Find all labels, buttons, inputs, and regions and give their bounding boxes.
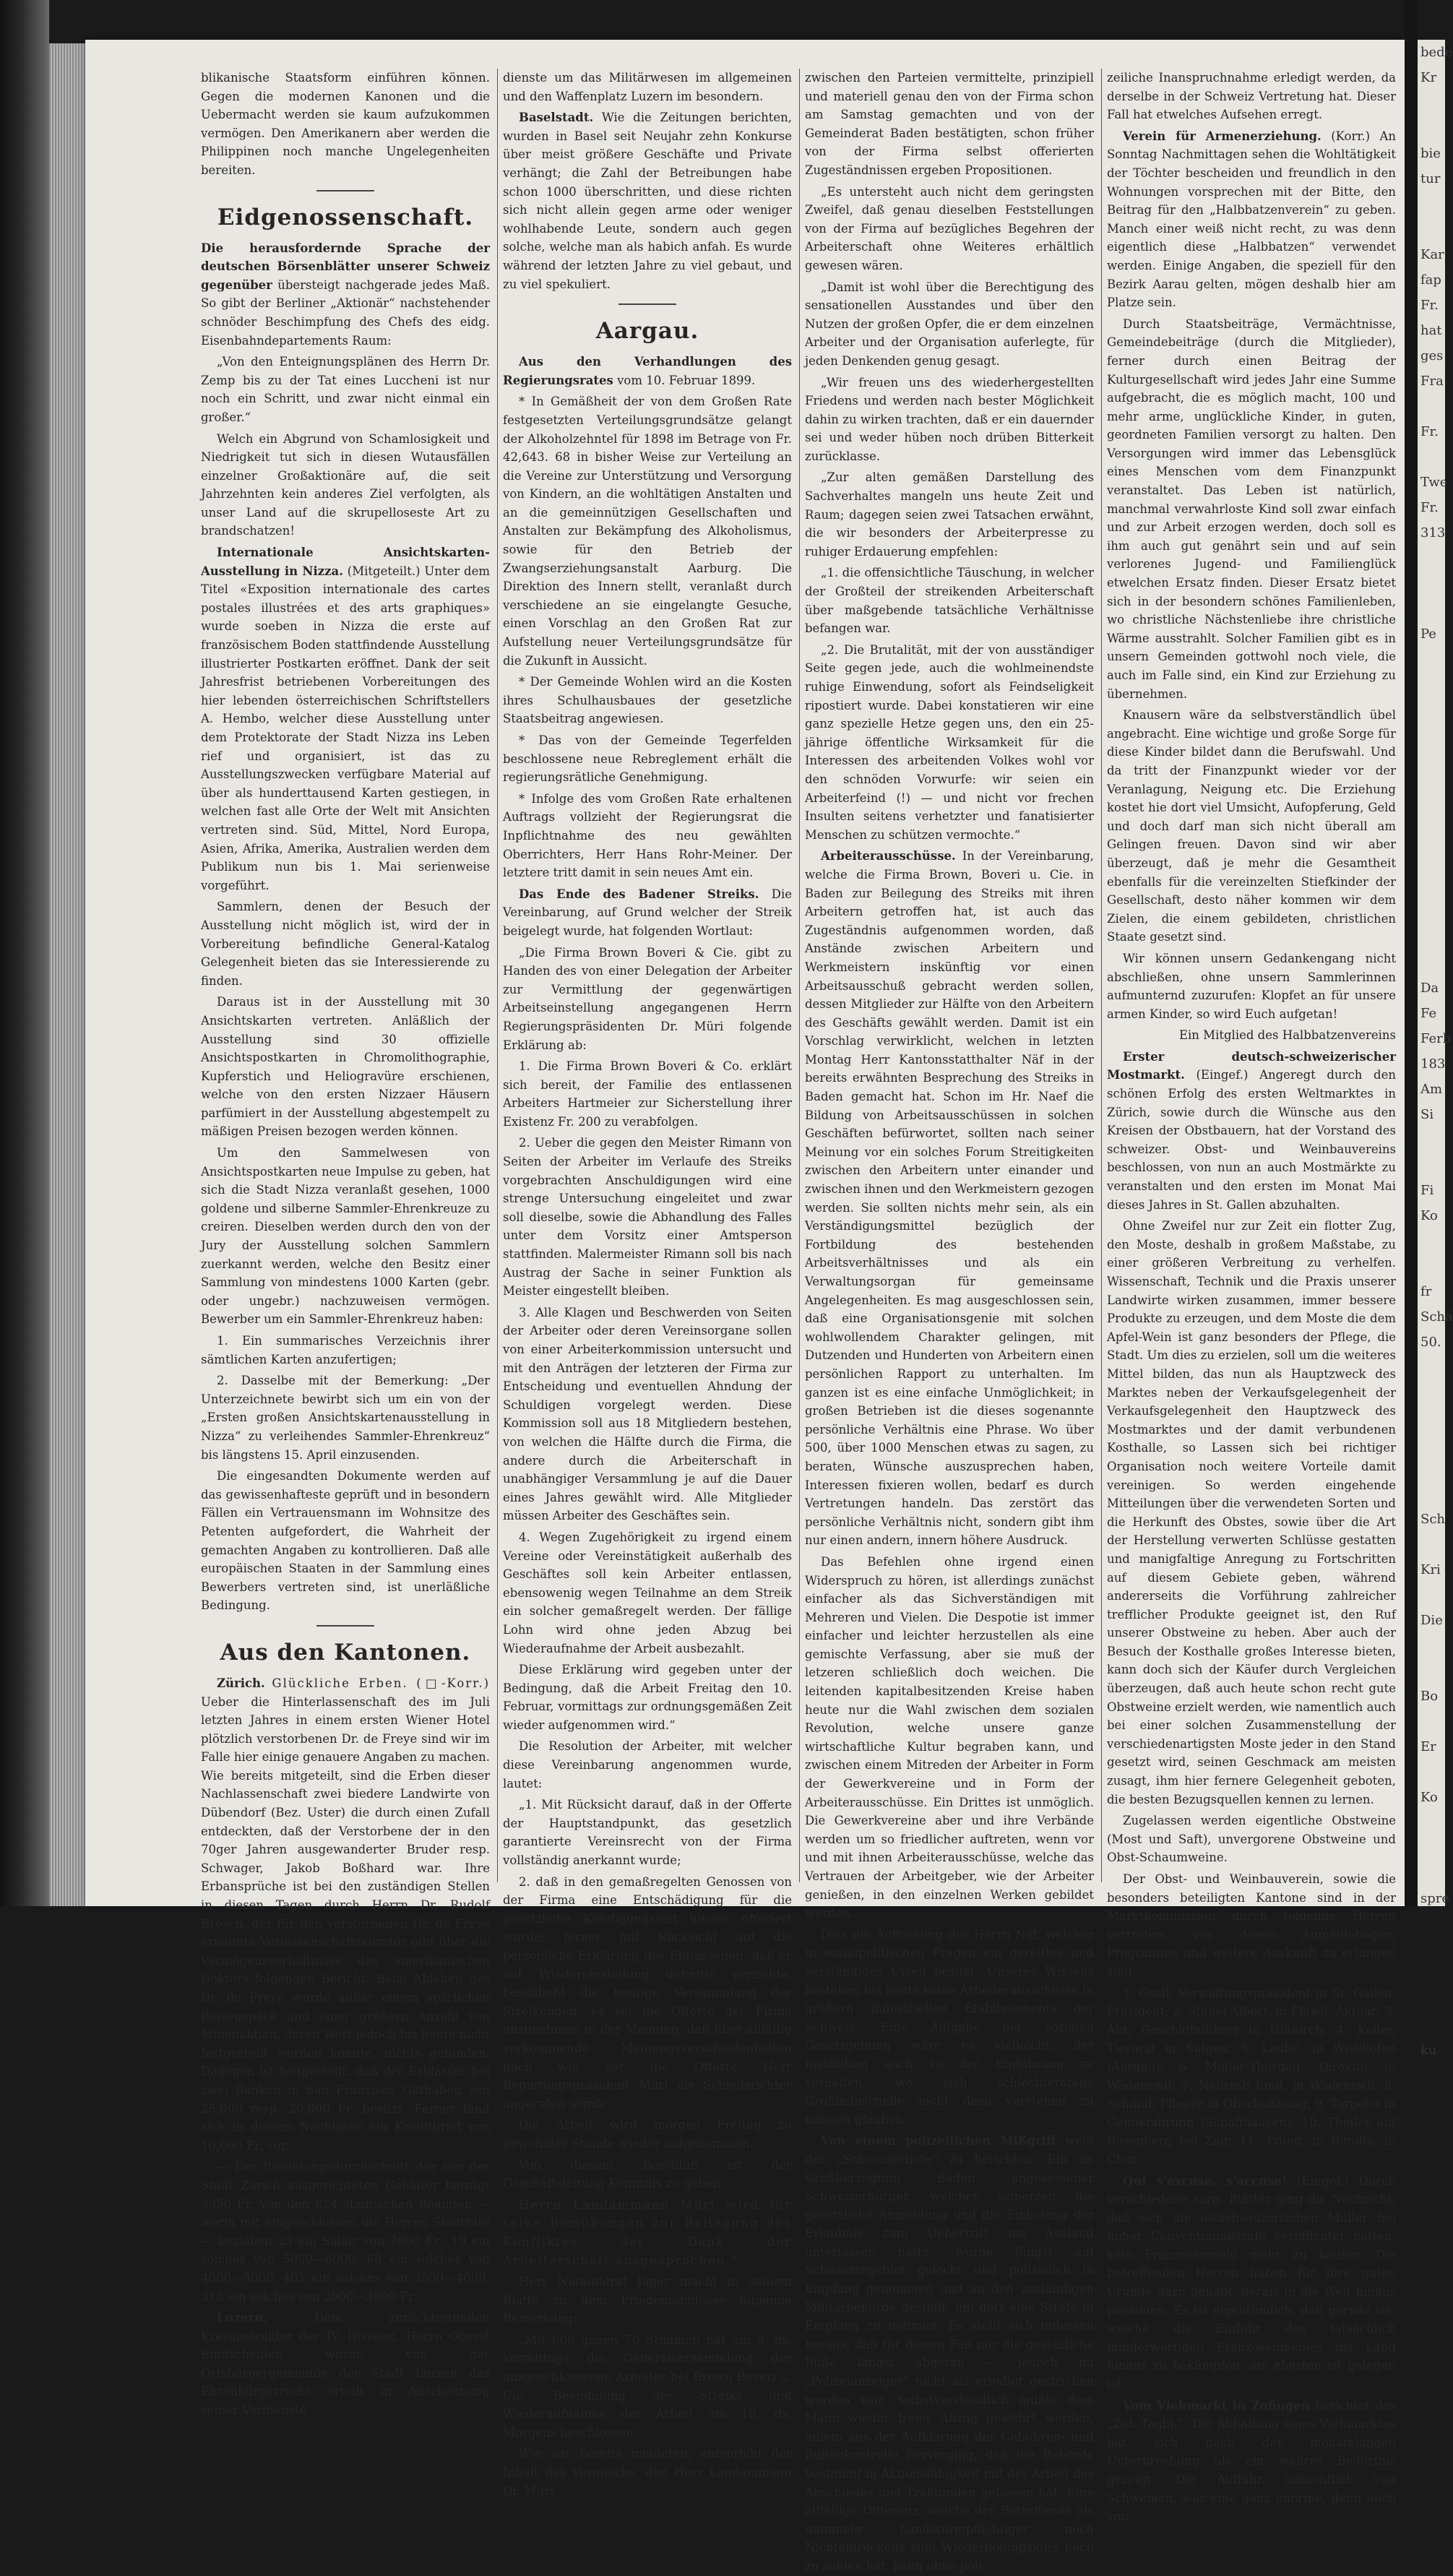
article-title: Die herausfordernde Sprache der deutschen Börsenblätter unserer Schweiz gegenüber [201, 241, 490, 292]
article-title: Aus den Verhandlungen des Regierungsrates [503, 355, 792, 387]
article-title: Luzern. [217, 2311, 267, 2325]
article-subtitle: Glückliche Erben. (□-Korr.) [272, 1676, 491, 1690]
next-page-line [1418, 546, 1445, 571]
next-page-line [1418, 647, 1445, 672]
next-page-line: Fr. [1420, 500, 1439, 515]
next-page-line: Kar [1420, 247, 1444, 262]
next-page-line: bede [1420, 45, 1453, 60]
article-credit: (Mitgeteilt.) [347, 564, 421, 578]
next-page-line: 50. [1420, 1335, 1441, 1350]
article-paragraph: „Es untersteht auch nicht dem geringsten Zweifel, daß genau dieselben Feststellungen von der Firma auf bezügliches Begehren der Arbeiterschaft ohne Weiteres erhältlich gewesen wären. [805, 184, 1094, 272]
article-text: In der Vereinbarung, welche die Firma Brown, Boveri u. Cie. in Baden zur Beilegung des Streiks mit ihren Arbeitern getroffen hat, ist auch das Zugeständnis aufgenommen worden, daß Anstände zwischen Arbeitern und Werkmeistern inskünftig vor einen Arbeitsausschuß gebracht werden sollen, dessen Mitglieder zur Hälfte von den Arbeitern des Geschäfts gewählt werden. Damit ist ein Vorschlag verwirklicht, welchen in letzten Montag Herr Kantonsstatthalter Näf in der bereits erwähnten Besprechung des Streiks in Baden gemacht hat. Schon im Hr. Naef die Bildung von Arbeitsausschüssen in solchen Geschäften befürwortet, sollten nach seiner Meinung vor ein solches Forum Streitigkeiten zwischen den Arbeitern unter einander und zwischen ihnen und den Werkmeistern gezogen werden. Sie sollten nichts mehr sein, als ein Verständigungsmittel bezüglich der Fortbildung des bestehenden Arbeitsverhältnisses und als ein Verwaltungsorgan für gemeinsame Angelegenheiten. Es mag ausgeschlossen sein, daß eine Organisationsgenie mit solchen wohlwollendem Charakter gelingen, mit Dutzenden und Hunderten von Arbeitern einen persönlichen Rapport zu unterhalten. Im ganzen ist es eine einfache Unmöglichkeit; in großen Betrieben ist die dieses sogenannte persönliche Verhältnis eine Phrase. Wo über 500, über 1000 Menschen etwas zu sagen, zu beraten, Wünsche auszusprechen haben, Interessen fixieren wollen, bedarf es durch Vertretungen handeln. Das zerstört das persönliche Verhältnis nicht, sondern gibt ihm nur einen andern, innern höhere Ausdruck. [805, 849, 1095, 1548]
article-paragraph: „Die Firma Brown Boveri & Cie. gibt zu Handen des von einer Delegation der Arbeiter zur Vermittlung der gegenwärtigen Arbeitseinstellung angegangenen Herrn Regierungspräsidenten Dr. Müri folgende Erklärung ab: [503, 945, 792, 1052]
next-page-line: Si [1420, 1107, 1434, 1122]
next-page-line [1418, 874, 1445, 900]
separator-rule [618, 303, 676, 305]
next-page-line [1418, 672, 1445, 697]
page-stack-edge [49, 43, 87, 1906]
article-paragraph: Die eingesandten Dokumente werden auf das gewissenhafteste geprüft und in besondern Fällen ein Vertrauensmann im Wohnsitze des Petenten aufgefordert, die Wahrheit der gemachten Angaben zu kontrollieren. Daß alle europäischen Staaten in der Sammlung eines Bewerbers vertreten sind, ist unerläßliche Bedingung. [201, 1469, 490, 1613]
list-item: 2. Ueber die gegen den Meister Rimann von Seiten der Arbeiter im Verlaufe des Streiks vorgebrachten Anschuldigungen wird eine strenge Untersuchung eingeleitet und zwar soll dieselbe, sowie die Abhandlung des Falles unter dem Vorsitz einer Amtsperson stattfinden. Malermeister Rimann soll bis nach Austrag der Sache in seiner Funktion als Meister eingestellt bleiben. [503, 1136, 792, 1298]
list-item: 4. Wegen Zugehörigkeit zu irgend einem Vereine oder Vereinstätigkeit außerhalb des Geschäftes soll kein Arbeiter entlassen, ebensowenig wegen Teilnahme an dem Streik ein solcher gemaßregelt werden. Der fällige Lohn wird ohne jeden Abzug bei Wiederaufnahme der Arbeit ausbezahlt. [503, 1530, 792, 1655]
list-item: 1. Die Firma Brown Boveri & Co. erklärt sich bereit, der Familie des entlassenen Arbeiters Hartmeier zur Sicherstellung ihrer Existenz Fr. 200 zu verabfolgen. [503, 1059, 792, 1129]
column-3 [805, 69, 1095, 2573]
next-page-line [1418, 394, 1445, 419]
article-title: Das Ende des Badener Streiks. [519, 887, 759, 901]
article-paragraph: Zugelassen werden eigentliche Obstweine (Most und Saft), unvergorene Obstweine und Obst-Schaumweine. [1107, 1814, 1396, 1865]
article-paragraph: Von diesem Beschluß ist der Geschäftsleitung Kenntnis zu geben. [503, 2158, 792, 2191]
article-paragraph: Durch Staatsbeiträge, Vermächtnisse, Gemeindebeiträge (durch die Mitglieder), ferner durch einen Beitrag der Kulturgesellschaft wird jedes Jahr eine Summe aufgebracht, die es möglich macht, 100 und mehr arme, unglückliche Kinder, in guten, geordneten Familien versorgt zu halten. Den Versorgungen wird immer das Lebensglück eines Menschen vom dem Finanzpunkt veranstaltet. Das Leben ist natürlich, manchmal verwahrloste Kind soll zwar einfach und zur Arbeit erzogen werden, doch soll es ihm auch gut genährt sein und auf sein verlorenes Jugend- und Familienglück etwelchen Ersatz finden. Dieser Ersatz bietet sich in der besondern schönes Familienleben, wo christliche Nächstenliebe ihre christliche Wärme ausstrahlt. Solcher Familien gibt es in unsern Gemeinden gottwohl noch viele, die auch im Falle sind, ein Kind zur Erziehung zu übernehmen. [1107, 316, 1396, 701]
column-4 [1107, 69, 1397, 2524]
article-paragraph: * Das von der Gemeinde Tegerfelden beschlossene neue Rebreglement erhält die regierungsrätliche Genehmigung. [503, 733, 792, 785]
next-page-line [1418, 1127, 1445, 1153]
article-title: Vom Viehmarkt in Zofingen [1123, 2398, 1310, 2413]
next-page-line: Kr [1420, 70, 1437, 85]
article-text: Unter dem Titel «Exposition internationale des cartes postales illustrées et des arts graphiques» wurde soeben in Nizza die erste auf französischem Boden stattfindende Ausstellung illustrierter Postkarten eröffnet. Dank der seit Jahresfrist betriebenen Vorbereitungen des hier lebenden österreichischen Schriftstellers A. Hembo, welcher diese Ausstellung unter dem Protektorate der Stadt Nizza ins Leben rief und organisiert, ist das zu Ausstellungszwecken verfügbare Material auf über als hunderttausend Karten gestiegen, in welchen fast alle Orte der Welt mit Ansichten vertreten sind. Süd, Mittel, Nord Europa, Asien, Afrika, Amerika, Australien werden dem Publikum nun bis 1. Mai serienweise vorgeführt. [201, 564, 491, 892]
next-page-line: Er [1420, 1739, 1436, 1754]
column-rule [1101, 69, 1102, 1882]
article-paragraph: „Wir freuen uns des wiederhergestellten Friedens und werden nach bester Möglichkeit dahin zu wirken trachten, daß er ein dauernder sei und weder hüben noch drüben Bitterkeit zurücklasse. [805, 375, 1094, 463]
next-page-line [1418, 1962, 1445, 1987]
section-heading-kantonen: Aus den Kantonen. [220, 1639, 471, 1666]
next-page-line [1418, 1987, 1445, 2012]
list-item: „1. Mit Rücksicht darauf, daß in der Offerte der Hauptstandpunkt, das gesetzlich garantierte Vereinsrecht von der Firma vollständig anerkannt wurde; [503, 1798, 792, 1868]
next-page-line [1418, 1759, 1445, 1785]
article-text: berichtet das „Zof. Tagbl.“: Die Abhaltung eines Viehmarktes hat sich nach der monatelangen Unterbrechung als ein wahres Bedürfnis gezeigt. Die Auffuhr, namentlich von Schweinen, war eine ganz enorme, denn auch von [1107, 2398, 1396, 2524]
column-1 [201, 69, 491, 2418]
column-rule [799, 69, 800, 1882]
article-paragraph: Herr Nationalrat Jäger macht in seinem Blatte zu dem Friedensschlusse folgende Bemerkung: [503, 2275, 792, 2326]
next-page-line [1418, 849, 1445, 874]
article-paragraph: Um den Sammelwesen von Ansichtspostkarten neue Impulse zu geben, hat sich die Stadt Nizza veranlaßt gesehen, 1000 goldene und silberne Sammler-Ehrenkreuze zu creiren. Dieselben werden durch den von der Jury der Ausstellung solchen Sammlern zuerkannt werden, welche den Besitz einer Sammlung von mindestens 1000 Karten (gebr. oder ungebr.) nachzuweisen vermögen. Bewerber um ein Sammler-Ehrenkreuz haben: [201, 1146, 490, 1327]
next-page-line: Schä [1420, 1309, 1453, 1324]
next-page-line [1418, 1810, 1445, 1835]
next-page-line [1418, 571, 1445, 596]
next-page-line: ges [1420, 348, 1444, 363]
next-page-line: tur [1420, 171, 1441, 186]
book-gutter [1405, 0, 1418, 1906]
article-paragraph: * In Gemäßheit der von dem Großen Rate festgesetzten Verteilungsgrundsätze gelangt der Alkoholzehntel für 1898 im Betrage von Fr. 42,643. 68 in bisher Weise zur Verteilung an die Vereine zur Unterstützung und Versorgung von Kindern, an die wohltätigen Anstalten und an die gemeinnützigen Gesellschaften und Anstalten zur Bekämpfung des Alkoholismus, sowie für den Betrieb der Zwangserziehungsanstalt Aarburg. Die Direktion des Innern stellt, veranlaßt durch verschiedene an sie eingelangte Gesuche, einen Vorschlag an den Großen Rat zur Aufstellung neuer Verteilungsgrundsätze für die Zukunft in Aussicht. [503, 395, 792, 668]
article-text: übersteigt nachgerade jedes Maß. So gibt der Berliner „Aktionär“ nachstehender schnöder Beschimpfung des Chefs des eidg. Eisenbahndepartements Raum: [201, 277, 491, 348]
article-paragraph: Dies die Auffassung des Herrn Näf, welcher in sozialpolitischen Fragen ein gereiftes und verständiges Urteil besitzt. Unseres Wissens bestehen bis heute keine Arbeiterausschüsse in größern industriellen Etablissements der Schweiz. Eine Aufgabe der sozialen Gesetzgebung wäre es vielleicht, der Institution auch zu der Einführung zu verhelfen, wo sich schlechteratene Großindustrielle nicht dazu verstehen zu müssen glauben. [805, 1927, 1094, 2127]
article-paragraph: Daraus ist in der Ausstellung mit 30 Ansichtskarten vertreten. Anläßlich der Ausstellung sind 30 offizielle Ansichtspostkarten in Chromolithographie, Kupferstich und Heliogravüre erschienen, welche von den ersten Nizzaer Häusern parfümiert in der Ausstellung abgestempelt zu mäßigen Preisen bezogen werden können. [201, 995, 490, 1139]
next-page-line [1418, 1658, 1445, 1684]
article-continuation: zwischen den Parteien vermittelte, prinzipiell und materiell genau den von der Firma schon am Samstag gemachten und von der Gemeinderat Baden bestätigten, schon früher von der Firma selbst offerierten Zugeständnissen ergeben Propositionen. [805, 71, 1094, 177]
next-page-line [1418, 1633, 1445, 1658]
article-text: Wie die Zeitungen berichten, wurden in Basel seit Neujahr zehn Konkurse über meist größere Geschäfte und Private verhängt; die Zahl der Betreibungen habe schon 1000 überschritten, und diese richten sich nicht allein gegen arme oder weniger wohlhabende Leute, sondern auch gegen solche, welche man als habich anfah. Es wurde während der letzten Jahre zu viel gebaut, und zu viel spekuliert. [503, 111, 792, 291]
column-rule [497, 69, 498, 1882]
article-paragraph: Welch ein Abgrund von Schamlosigkeit und Niedrigkeit tut sich in diesen Wutausfällen einzelner Großaktionäre auf, die seit Jahrzehnten kein anderes Ziel verfolgten, als unser Land auf die skrupelloseste Art zu brandschatzen! [201, 431, 490, 538]
article-text: weiß der „Schweizerbote“ zu berichten. Ein im Großherzogtum Baden angesessener Schweizerbürger, welcher seinerzeit die gesetzliche Anmeldung und die Einholung der Erlaubnis zum Uebertritt ins Ausland unterlassen hatte, wurde jüngst auf Schweizergebiet gelockt und polizeilich in Empfang genommen und an den zuständigen Militärbehörde gestellt, um dort eine Strafe in Empfang zu nehmen. Es stellt sich indessen heraus, daß für diesen Fall nur die gesetzliche Buße längst abgetan — jedoch im „Polizeianzeiger“ nicht als erledigt gestrichen worden war. Selbstverständlich mußte dem Mann wieder freier Abzug gewährt werden, indem aus der Aufklärung der Gebühren- und Bußenkontrolle hervorging, daß die Behörde bestimmt in Aktionsfähigkeit mit der Arbeit des Abschiedes und Traktanden gelassen hat. Eine allfällige Differenz, welche der Betreffende als nummehr Landstürmpflichtiger noch Nichteinrückens zum Wiederholungskurs noch zu zahlen hat, kann ohne poli- [805, 2134, 1095, 2573]
next-page-line [1418, 596, 1445, 621]
article-title: Internationale Ansichtskarten-Ausstellung in Nizza. [201, 546, 490, 578]
next-page-line [1418, 1254, 1445, 1279]
article-paragraph: Das Befehlen ohne irgend einen Widerspruch zu hören, ist allerdings zunächst einfacher als das Sichverständigen mit Mehreren und Vielen. Die Despotie ist immer einfacher und leichter herzustellen als eine gemischte Verfassung, aber sie muß der letzeren schließlich doch weichen. Die leitenden kapitalbesitzenden Kreise haben heute nur die Wahl zwischen dem sozialen Revolution, welche unsere ganze wirtschaftliche Kultur begraben kann, und zwischen einem Mitreden der Arbeiter in Form der Gewerkvereine und in Form der Arbeiterausschüsse. Ein Drittes ist unmöglich. Die Gewerkvereine aber und ihre Verbände werden um so friedlicher auftreten, wenn vor und mit ihnen Arbeiterausschüsse, welche das Vertrauen der Arbeitgeber, wie der Arbeiter genießen, in den einzelnen Werken gebildet werden. [805, 1554, 1094, 1921]
next-page-line [1418, 798, 1445, 824]
article-signature: Ein Mitglied des Halbbatzenvereins [1178, 1028, 1396, 1043]
next-page-line [1418, 900, 1445, 925]
next-page-line [1418, 444, 1445, 470]
article-title: Von einem polizeilichen Mißgriff [821, 2134, 1056, 2148]
next-page-line [1418, 925, 1445, 950]
article-paragraph: Wir können unsern Gedankengang nicht abschließen, ohne unsern Sammlerinnen aufmunternd zuzurufen: Klopfet an für unsere armen Kinder, so wird Euch aufgetan! [1107, 951, 1396, 1021]
article-paragraph: * Infolge des vom Großen Rate erhaltenen Auftrags vollzieht der Regierungsrat die Inpflichtnahme des neu gewählten Oberrichters, Herr Hans Rohr-Meiner. Der letztere tritt damit in sein neues Amt ein. [503, 791, 792, 880]
separator-rule [316, 1625, 374, 1627]
next-page-line [1418, 2012, 1445, 2038]
next-page-line [1418, 1709, 1445, 1734]
next-page-line [1418, 1380, 1445, 1405]
list-item: 1. Ein summarisches Verzeichnis ihrer sämtlichen Karten anzufertigen; [201, 1334, 490, 1366]
next-page-line: Am [1420, 1082, 1443, 1097]
article-text: Dem zurücktretenden Kreisinstruktor der IV. Division, Herrn Oberst Bindschedler, wurde von der Ortsbürgergemeinde der Stadt Luzern das Ehrenbürgerrecht erteilt in Anerkennung seiner Verdienste [201, 2311, 490, 2418]
next-page-line: Die [1420, 1613, 1443, 1628]
article-paragraph: * Der Gemeinde Wohlen wird an die Kosten ihres Schulhausbaues der gesetzliche Staatsbeitrag angewiesen. [503, 675, 792, 726]
section-heading-eidgenossenschaft: Eidgenossenschaft. [217, 204, 474, 231]
article-title: Zürich. [217, 1676, 265, 1690]
next-page-line: ku [1420, 2043, 1437, 2058]
next-page-line: Fi [1420, 1183, 1434, 1198]
next-page-line [1418, 1582, 1445, 1608]
next-page-line [1418, 2063, 1445, 2088]
next-page-line: spre [1420, 1891, 1450, 1906]
next-page-line [1418, 116, 1445, 141]
section-heading-aargau: Aargau. [595, 318, 699, 345]
article-paragraph: — Der Besoldungsdurchschnitt der von der Stadt Zürich ausgerichteten Gehälter beträgt 3350 Fr. Von den 824 städtischen Beamten — worin mit eingeschlossen die Herren Stadträte — beziehen 23 ein Salair von 7000 Fr., 19 ein solches von 5000—6000, 68 ein solches von 4000—5000, 401 ein solches von 3000—4000, 313 ein solches von 2000—3000 Fr. [201, 2160, 490, 2304]
article-paragraph: „Zur alten gemäßen Darstellung des Sachverhaltes mangeln uns heute Zeit und Raum; dagegen seien zwei Tatsachen erwähnt, die wir besonders der Arbeiterpresse zu ruhiger Erdauerung empfehlen: [805, 470, 1094, 559]
article-text: An Sonntag Nachmittagen sehen die Wohltätigkeit der Töchter bescheiden und freundlich in den Wohnungen vorsprechen mit der Bitte, den Beitrag für den „Halbbatzenverein“ zu geben. Manch einer weiß nicht recht, zu was denn eigentlich diese „Halbbatzen“ verwendet werden. Einige Angaben, die speziell für den Bezirk Aarau gelten, mögen deshalb hier am Platze sein. [1107, 129, 1397, 310]
article-paragraph: Der Obst- und Weinbauverein, sowie die besonders beteiligten Kantone sind in der Marktkommission durch folgende Herren vertreten, von denen Anmeldebogen, Programme und weitere Auskunft zu erlangen sind: [1107, 1872, 1396, 1978]
next-page-line: fr [1420, 1284, 1432, 1299]
page-content [107, 69, 1397, 2573]
article-paragraph: Diese Erklärung wird gegeben unter der Bedingung, daß die Arbeit Freitag den 10. Februar, vormittags zur ordnungsgemäßen Zeit wieder aufgenommen wird.“ [503, 1663, 792, 1732]
article-title: Baselstadt. [519, 111, 594, 125]
article-paragraph: Herrn Landammann Müri wird für seine Bemühungen zur Beilegung des Konfliktes der Dank der Arbeiterschaft ausgesprochen.“ [503, 2197, 792, 2267]
list-item: 2. Dasselbe mit der Bemerkung: „Der Unterzeichnete bewirbt sich um ein von der „Ersten großen Ansichtskartenausstellung in Nizza“ zu verleihendes Sammler-Ehrenkreuz“ bis längstens 15. April einzusenden. [201, 1374, 490, 1462]
next-page-line: Bo [1420, 1689, 1439, 1704]
next-page-line: Ko [1420, 1208, 1438, 1223]
next-page-line [1418, 1937, 1445, 1962]
next-page-line [1418, 2088, 1445, 2114]
article-title: Verein für Armenerziehung. [1123, 129, 1322, 143]
next-page-line: Ferb [1420, 1031, 1452, 1046]
article-paragraph: Sammlern, denen der Besuch der Ausstellung nicht möglich ist, wird der in Vorbereitung befindliche General-Katalog Gelegenheit bieten das sie Interessierende zu finden. [201, 900, 490, 988]
next-page-line [1418, 1532, 1445, 1557]
next-page-line: Fr. [1420, 424, 1439, 439]
next-page-line: hat [1420, 323, 1442, 338]
list-item: 2. daß in den gemaßregelten Genossen von der Firma eine Entschädigung für die gesetzliche Kündigungszeit hinaus offeriert wurde; ferner mit Rücksicht auf die persönliche Erklärung des Entlassenen, daß er auf Wiedereinstellung definitiv verzichte, beschließt die heutige Versammlung der Streikenden, es sei die Offerte der Firma anzunehmen in der Meinung, daß über allfällig vorkommende Meinungsverschiedenheiten nach wie vor die Offerte Herr Regierungspräsident Müri als Schiedsrichter angerufen würde. [503, 1874, 792, 2111]
article-credit: (Korr.) [1331, 129, 1371, 143]
next-page-line [1418, 1153, 1445, 1178]
next-page-line: Sch [1420, 1512, 1446, 1527]
next-page-line [1418, 1861, 1445, 1886]
next-page-line [1418, 1481, 1445, 1507]
next-page-line [1418, 1911, 1445, 1937]
article-text: Angeregt durch den schönen Erfolg des ersten Weltmarktes in Zürich, sowie durch die Wünsche aus den Kreisen der Obstbauern, hat der Vorstand des schweizer. Obst- und Weinbauvereins beschlossen, von nun an auch Mostmärkte zu veranstalten und den ersten im Monat Mai dieses Jahres in St. Gallen abzuhalten. [1107, 1068, 1396, 1212]
article-paragraph: Die Resolution der Arbeiter, mit welcher diese Vereinbarung angenommen wurde, lautet: [503, 1739, 792, 1791]
article-continuation: dienste um das Militärwesen im allgemeinen und den Waffenplatz Luzern im besondern. [503, 71, 792, 103]
separator-rule [316, 190, 374, 191]
next-page-line [1418, 723, 1445, 748]
list-item: 3. Alle Klagen und Beschwerden von Seiten der Arbeiter oder deren Vereinsorgane sollen von einer Arbeiterkommission untersucht und mit den Anträgen der letzteren der Firma zur Entscheidung und eventuellen Ahndung der Schuldigen vorgelegt werden. Diese Kommission soll aus 18 Mitgliedern bestehen, von welchen die Hälfte durch die Firma, die andere durch die Arbeiterschaft in unabhängiger Versammlung je auf die Dauer eines Jahres gewählt wird. Alle Mitglieder müssen Arbeiter des Geschäftes sein. [503, 1305, 792, 1523]
article-continuation: blikanische Staatsform einführen können. Gegen die modernen Kanonen und die Uebermacht werden sie kaum aufzukommen vermögen. Den Amerikanern aber werden die Philippinen noch manche Ungelegenheiten bereiten. [201, 71, 490, 177]
next-page-line [1418, 1405, 1445, 1431]
next-page-line [1418, 191, 1445, 217]
next-page-line: Fr. [1420, 298, 1439, 313]
next-page-line [1418, 1456, 1445, 1481]
next-page-line: Pe [1420, 626, 1436, 642]
next-page-line [1418, 1835, 1445, 1861]
article-paragraph: Knausern wäre da selbstverständlich übel angebracht. Eine wichtige und große Sorge für diese Kinder bildet dann die Berufswahl. Und da tritt der Finanzpunkt wieder vor der Veranlagung, Neigung etc. Die Erziehung kostet hie dort viel Umsicht, Aufopferung, Geld und doch darf man sich nicht überall am Gelingen freuen. Davon sind wir aber überzeugt, daß je mehr die Gesamtheit ebenfalls für die vereinzelten Stiefkinder der Gesellschaft, desto näher kommen wir dem Zielen, die einem gebildeten, christlichen Staate gesetzt sind. [1107, 708, 1396, 944]
next-page-fragment [1418, 40, 1453, 2058]
next-page-line: Kri [1420, 1562, 1441, 1577]
next-page-line [1418, 773, 1445, 798]
list-item: 1. Gsell, Verwaltungspräsident in St. Gallen, Präsident; 2. Stahel Albert, in Flawil, Aktuar; 3. Abt, Geschäftsführer in Hißkirch; 4. Keller, Tierarzt in Sulgen; 5. Laube, in Wislikofen (Aargau); 6. Müller-Thurgau, Direktor in Wädenswil; 7. Nellstab Emil, in Wädenswil; 8. Schmid, Pfleger in Oberbußnang; 9. Tarpolet in Gennersbrunn (Schaffhausen); 10. Theiler auf Rosenberg bei Zug; 11. Truog, in Bündle, in Chur. [1107, 1986, 1396, 2166]
next-page-line [1418, 748, 1445, 773]
article-paragraph: Ohne Zweifel nur zur Zeit ein flotter Zug, den Moste, deshalb in großem Maßstabe, zu einer größeren Verbreitung zu verhelfen. Wissenschaft, Technik und die Praxis unserer Landwirte wirken zusammen, immer bessere Produkte zu erzeugen, und dem Moste die dem Apfel-Wein ist ganz besonders der Pflege, die Stadt. Um dies zu erzielen, soll um die weiteres Mittel bilden, das nun als Hauptzweck des Marktes neben der Verkaufsgelegenheit der Verkaufsgelegenheit den Hauptzweck des Mostmarktes und der damit verbundenen Kosthalle, so Lassen sich bei richtiger Organisation noch weitere Vorteile damit vereinigen. So werden eingehende Mitteilungen über die verwendeten Sorten und die Herkunft des Obstes, sowie über die Art der Herstellung verwerten Schlüsse gestatten und manigfaltige Anregung zu Fortschritten auf diesem Gebiete geben, während andererseits die Vorführung zahlreicher trefflicher Produkte geeignet ist, den Ruf unserer Obstweine zu heben. Aber auch der Besuch der Kosthalle großes Interesse bieten, kann doch sich der Käufer durch Vergleichen überzeugen, daß auch heute schon recht gute Obstweine erzielt werden, wie namentlich auch bei einer solchen Zusammenstellung der verschiedenartigsten Moste jeder in den Stand gesetzt wird, seinen Geschmack am meisten zusagt, ihm hier fernere Gelegenheit geboten, die besten Bezugsquellen kennen zu lernen. [1107, 1219, 1396, 1806]
article-title: Arbeiterausschüsse. [821, 849, 956, 863]
next-page-line [1418, 1355, 1445, 1380]
article-credit: (Eingef.) [1196, 1068, 1249, 1082]
next-page-line: fap [1420, 272, 1441, 288]
list-item: „1. die offensichtliche Täuschung, in welcher der Großteil der streikenden Arbeiterschaft über maßgebende tatsächliche Verhältnisse befangen war. [805, 566, 1094, 636]
next-page-line: 183 [1420, 1056, 1446, 1072]
article-text: Die Vereinbarung, auf Grund welcher der Streik beigelegt wurde, hat folgenden Wortlaut: [503, 887, 792, 938]
article-quote: „Mit 600 gegen 70 Stimmen hat am 9. ds. Vormittags die Generalversammlung der ausgeschlossenen Arbeiter bei Brown Boveri u. Cie. Beendigung des Streiks und Wiederaufnahme der Arbeit am 10. ds. Morgens beschlossen. [503, 2332, 792, 2439]
next-page-line: Twe [1420, 475, 1448, 490]
next-page-line: Fra [1420, 374, 1444, 389]
next-page-line: bie [1420, 146, 1441, 161]
article-paragraph: Die Arbeit wird morgen Freitag zu gewohnter Stunde wieder aufgenommen. [503, 2118, 792, 2150]
next-page-line [1418, 1431, 1445, 1456]
next-page-line [1418, 824, 1445, 849]
next-page-line [1418, 217, 1445, 242]
next-page-line [1418, 697, 1445, 723]
next-page-line [1418, 90, 1445, 116]
book-spine-shadow [0, 0, 49, 1906]
article-quote: „Von den Enteignungsplänen des Herrn Dr. Zemp bis zu der Tat eines Luccheni ist nur noch ein Schritt, und zwar nicht einmal ein großer.“ [201, 355, 490, 424]
column-2 [503, 69, 792, 2498]
next-page-line [1418, 1228, 1445, 1254]
article-paragraph: „Damit ist wohl über die Berechtigung des sensationellen Ausstandes und über den Nutzen der großen Opfer, die er dem einzelnen Arbeiter und der Organisation auferlegte, für jeden Denkenden genug gesagt. [805, 280, 1094, 368]
article-title: Erster deutsch-schweizerischer Mostmarkt. [1107, 1049, 1396, 1082]
article-title: Qui s'excuse, s'accuse! [1123, 2174, 1288, 2188]
list-item: „2. Die Brutalität, mit der von ausständiger Seite gegen jede, auch die wohlmeinendste ruhige Einwendung, sofort als Feindseligkeit ripostiert wurde. Dabei konstatieren wir eine ganz spezielle Hetze gegen uns, den ein 25-jährige öffentliche Wirksamkeit für die Interessen des arbeitenden Volkes wohl vor den schnöden Vorwurfe: wir seien ein Arbeiterfeind (!) — und nicht vor frechen Insulten seitens verhetzter und fanatisierter Menschen zu schützen vermochte.“ [805, 642, 1094, 842]
next-page-line: 313 [1420, 525, 1446, 540]
next-page-line [1418, 950, 1445, 975]
article-paragraph: Wie wir bereits meldeten, entspricht der Inhalt des Vergleichs, den Herr Landammann Dr. Müri [503, 2447, 792, 2498]
article-continuation: zeiliche Inanspruchnahme erledigt werden, da derselbe in der Schweiz Vertretung hat. Dieser Fall hat etwelches Aufsehen erregt. [1107, 71, 1396, 122]
next-page-line: Fe [1420, 1006, 1437, 1021]
article-text: Durch verschiedene aarg. Blätter ging die Nachricht, daß sich die ostschweizerischen Müller bei hoher Conventionalstrafe verpflichtet hätten, kein Franzosenmehl mehr zu kaufen. Die betreffenden Herren haben für ihre guten Gründe dazu gehabt, derart in die Welt hinaus posaunen. Es ist eigentümlich, daß gerade sie, welche die Einfuhr des tatsächlich minderwertigen Französenmehles ins Land hinaus zu bekämpfen, am ehesten ist gelegen ist. [1107, 2174, 1397, 2392]
article-date: vom 10. Februar 1899. [617, 373, 756, 387]
article-text: Ueber die Hinterlassenschaft des im Juli letzten Jahres in einem ersten Wiener Hotel plötzlich verstorbenen Dr. de Freye sind wir im Falle hier einige genauere Angaben zu machen. Wie bereits mitgeteilt, sind die Erben dieser Nachlassenschaft zwei biedere Landwirte von Dübendorf (Bez. Uster) die durch einen Zufall entdeckten, daß der Verstorbene der in den 70ger Jahren ausgewanderter Bruder resp. Schwager, Jakob Boßhard war. Ihre Erbansprüche ist bei den zuständigen Stellen in diesen Tagen durch Herrn Dr. Rudolf Brosch, der für den verstorbenen Dr. de Freye ernannte Verlassenschaftskurator gibt über die Vermögensverhältnisse des amerikanischen Doktors folgenden Bericht: Beim Ableben des Dr. de Freye wurde außer einem spärlichen Reisegepäck und einer größern Anzahl von Minenaktien, deren Wert jedoch bis heute nicht festgestellt werden konnte, nichts gefunden. Dagegen ist festgestellt, daß der Erblasser bei zwei Banken in San Francisco Guthaben von 25,000 resp. 20,000 Fr. besitzt. Ferner fand sich in dessen Nachlasse ein Kreditbrief von 10,000 Fr. vor. [201, 1694, 490, 2153]
next-page-line: Ko [1420, 1790, 1438, 1805]
next-page-line: Da [1420, 981, 1439, 996]
article-credit: (Eingef.) [1296, 2174, 1349, 2188]
